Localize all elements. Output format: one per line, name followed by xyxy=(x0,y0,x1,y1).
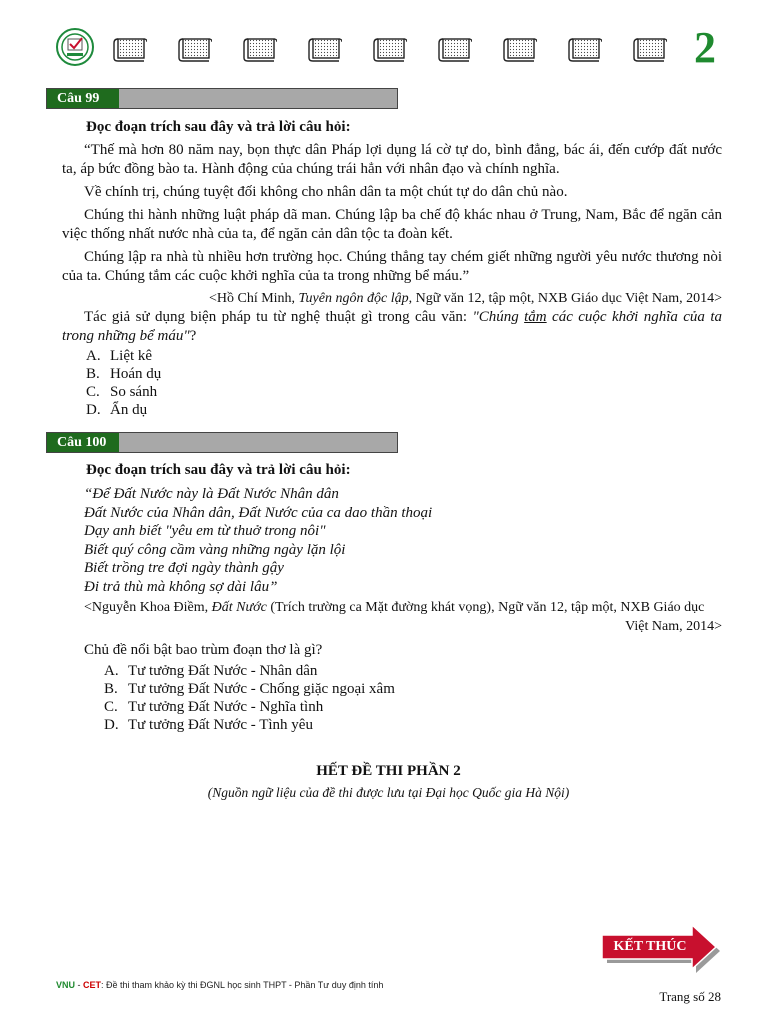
passage-paragraph: Chúng lập ra nhà tù nhiều hơn trường học. Chúng thẳng tay chém giết những người yêu nước thương nòi của ta. Chúng tắm các cuộc khởi nghĩa của ta trong những bể máu.” xyxy=(62,249,722,284)
answer-option-a[interactable]: A. Tư tưởng Đất Nước - Nhân dân xyxy=(104,663,318,679)
instruction: Đọc đoạn trích sau đây và trả lời câu hỏi: xyxy=(86,119,351,135)
passage xyxy=(62,141,722,308)
answer-option-c[interactable]: C. Tư tưởng Đất Nước - Nghĩa tình xyxy=(104,699,324,715)
question-text: Chủ đề nổi bật bao trùm đoạn thơ là gì? xyxy=(84,642,323,658)
poem-line: Đất Nước của Nhân dân, Đất Nước của ca dao thần thoại xyxy=(84,504,433,521)
vnu-cet-logo-icon xyxy=(56,28,94,66)
poem-line: Biết trồng tre đợi ngày thành gậy xyxy=(84,560,284,576)
end-title: HẾT ĐỀ THI PHẦN 2 xyxy=(316,763,461,779)
instruction: Đọc đoạn trích sau đây và trả lời câu hỏi: xyxy=(86,462,351,478)
citation: <Hồ Chí Minh, Tuyên ngôn độc lập, Ngữ văn 12, tập một, NXB Giáo dục Việt Nam, 2014> xyxy=(208,291,722,306)
question-header-bar xyxy=(46,432,398,453)
scroll-icon xyxy=(113,36,147,62)
scroll-icon xyxy=(243,36,277,62)
answer-option-b[interactable]: B. Tư tưởng Đất Nước - Chống giặc ngoại xâm xyxy=(104,681,395,697)
scroll-icon xyxy=(308,36,342,62)
answer-option-c[interactable]: C. So sánh xyxy=(86,384,158,400)
page-number: Trang số 28 xyxy=(659,989,721,1004)
poem-line: “Để Đất Nước này là Đất Nước Nhân dân xyxy=(84,486,339,502)
source-note: (Nguồn ngữ liệu của đề thi được lưu tại Đại học Quốc gia Hà Nội) xyxy=(207,785,570,800)
answer-option-d[interactable]: D. Tư tưởng Đất Nước - Tình yêu xyxy=(104,717,313,733)
passage-paragraph: Chúng thi hành những luật pháp dã man. Chúng lập ba chế độ khác nhau ở Trung, Nam, Bắc để ngăn cản việc thống nhất nước nhà của ta, để ngăn cản dân tộc ta đoàn kết. xyxy=(62,207,722,242)
answer-option-b[interactable]: B. Hoán dụ xyxy=(86,366,162,382)
page-header xyxy=(56,23,716,72)
question-header-bar xyxy=(46,88,398,109)
end-button[interactable] xyxy=(602,925,720,973)
end-button-label: KẾT THÚC xyxy=(613,939,687,954)
question-label: Câu 99 xyxy=(47,89,119,108)
page-marker: 2 xyxy=(694,23,716,72)
citation: <Nguyễn Khoa Điềm, Đất Nước (Trích trường ca Mặt đường khát vọng), Ngữ văn 12, tập một, NXB Giáo dục Việt Nam, 2014> xyxy=(84,600,722,634)
answer-option-d[interactable]: D. Ẩn dụ xyxy=(86,402,148,418)
question-label: Câu 100 xyxy=(47,433,119,452)
poem xyxy=(84,485,432,596)
poem-line: Biết quý công cầm vàng những ngày lặn lội xyxy=(84,541,346,558)
scroll-icon xyxy=(178,36,212,62)
answer-option-a[interactable]: A. Liệt kê xyxy=(86,348,153,364)
poem-line: Dạy anh biết "yêu em từ thuở trong nôi" xyxy=(84,523,326,539)
poem-line: Đi trả thù mà không sợ dài lâu” xyxy=(84,578,278,595)
scroll-icon xyxy=(633,36,667,62)
question-text: Tác giả sử dụng biện pháp tu từ nghệ thuật gì trong câu văn: "Chúng tắm các cuộc khởi nghĩa của ta trong những bể máu"? xyxy=(62,309,722,344)
footer-note: VNU - CET: Đề thi tham khảo kỳ thi ĐGNL học sinh THPT - Phần Tư duy định tính xyxy=(56,980,384,990)
passage-paragraph: Về chính trị, chúng tuyệt đối không cho nhân dân ta một chút tự do dân chủ nào. xyxy=(84,184,568,200)
scroll-icon xyxy=(503,36,537,62)
scroll-icon xyxy=(568,36,602,62)
scroll-icon xyxy=(438,36,472,62)
passage-paragraph: “Thế mà hơn 80 năm nay, bọn thực dân Pháp lợi dụng lá cờ tự do, bình đẳng, bác ái, đến cướp đất nước ta, áp bức đồng bào ta. Hành động của chúng trái hẳn với nhân đạo và chính nghĩa. xyxy=(62,142,722,177)
scroll-icon xyxy=(373,36,407,62)
